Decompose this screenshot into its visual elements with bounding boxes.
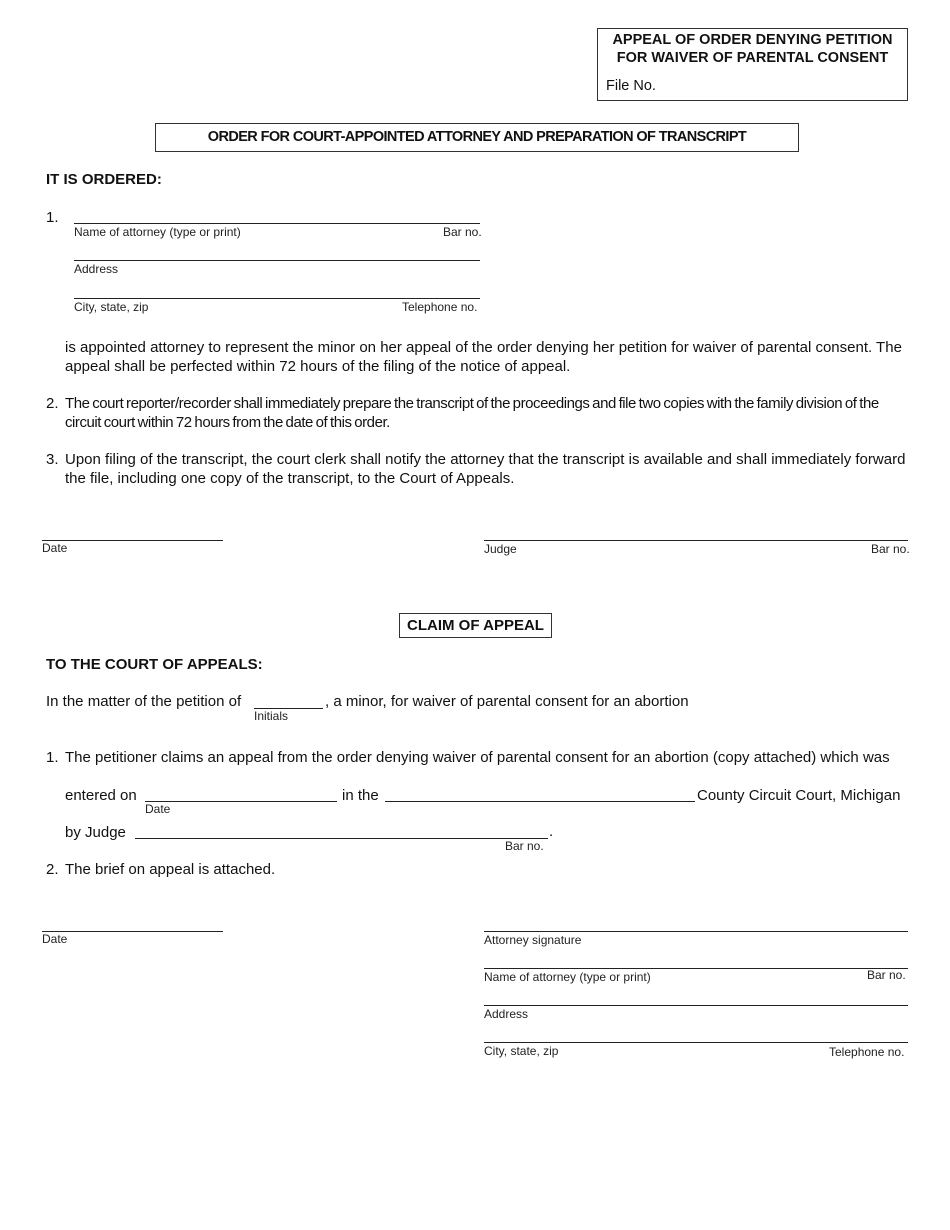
judge-bar-label: Bar no. [871,542,910,556]
claim-item1-text: The petitioner claims an appeal from the order denying waiver of parental consent for an abortion (copy attached) which was [65,749,890,766]
judge-label: Judge [484,542,517,556]
signer-name-field[interactable] [484,968,908,969]
attorney-telephone-label: Telephone no. [402,300,478,314]
form-title-box [597,28,908,101]
claim-date-label: Date [42,932,68,946]
attorney-address-field[interactable] [74,260,480,261]
order-date-label: Date [42,541,68,555]
claim-judge-bar-label: Bar no. [505,839,544,853]
signer-address-label: Address [484,1007,529,1021]
matter-suffix: , a minor, for waiver of parental consent for an abortion [325,693,689,710]
appointed-text: is appointed attorney to represent the minor on her appeal of the order denying her petition for waiver of parental consent. The appeal shall be perfected within 72 hours of the filing of the notice of appeal. [65,339,902,375]
order-item2-text: The court reporter/recorder shall immediately prepare the transcript of the proceedings and file two copies with the family division of the circuit court within 72 hours from the date of this order. [65,395,879,431]
attorney-bar-label: Bar no. [443,225,482,239]
initials-label: Initials [254,709,289,723]
county-court-text: County Circuit Court, Michigan [697,787,901,804]
judge-period: . [549,823,554,840]
form-title-line1: APPEAL OF ORDER DENYING PETITION [612,32,893,48]
judge-signature-field[interactable] [484,540,908,541]
claim-of-appeal-title: CLAIM OF APPEAL [399,613,552,638]
county-field[interactable] [385,801,695,802]
signer-city-field[interactable] [484,1042,908,1043]
matter-prefix: In the matter of the petition of [46,693,242,710]
entered-on-text: entered on [65,787,137,804]
order-item2-number: 2. [46,395,59,412]
claim-item2-text: The brief on appeal is attached. [65,861,276,878]
claim-item2-number: 2. [46,861,59,878]
order-date-field[interactable] [42,540,223,541]
attorney-signature-field[interactable] [484,931,908,932]
attorney-address-label: Address [74,262,119,276]
signer-address-field[interactable] [484,1005,908,1006]
by-judge-text: by Judge [65,824,126,841]
order-item1-number: 1. [46,209,59,226]
claim-judge-field[interactable] [135,838,548,839]
attorney-city-field[interactable] [74,298,480,299]
claim-item1-number: 1. [46,749,59,766]
form-title [598,31,907,67]
attorney-city-label: City, state, zip [74,300,149,314]
order-title: ORDER FOR COURT-APPOINTED ATTORNEY AND PREPARATION OF TRANSCRIPT [155,123,799,152]
claim-date-field[interactable] [42,931,223,932]
order-item3-text: Upon filing of the transcript, the court clerk shall notify the attorney that the transcript is available and shall immediately forward the file, including one copy of the transcript, to the Court of Appeals. [65,451,906,487]
signer-name-label: Name of attorney (type or print) [484,970,651,984]
signer-city-label: City, state, zip [484,1044,559,1058]
it-is-ordered-heading: IT IS ORDERED: [46,171,162,188]
entered-date-field[interactable] [145,801,337,802]
attorney-name-field[interactable] [74,223,480,224]
form-title-line2: FOR WAIVER OF PARENTAL CONSENT [616,50,889,66]
file-no-label: File No. [606,78,656,94]
order-item3-number: 3. [46,451,59,468]
signer-telephone-label: Telephone no. [829,1045,905,1059]
signer-bar-label: Bar no. [867,968,906,982]
entered-date-label: Date [145,802,171,816]
attorney-signature-label: Attorney signature [484,933,582,947]
to-court-heading: TO THE COURT OF APPEALS: [46,656,263,673]
in-the-text: in the [342,787,379,804]
attorney-name-label: Name of attorney (type or print) [74,225,241,239]
